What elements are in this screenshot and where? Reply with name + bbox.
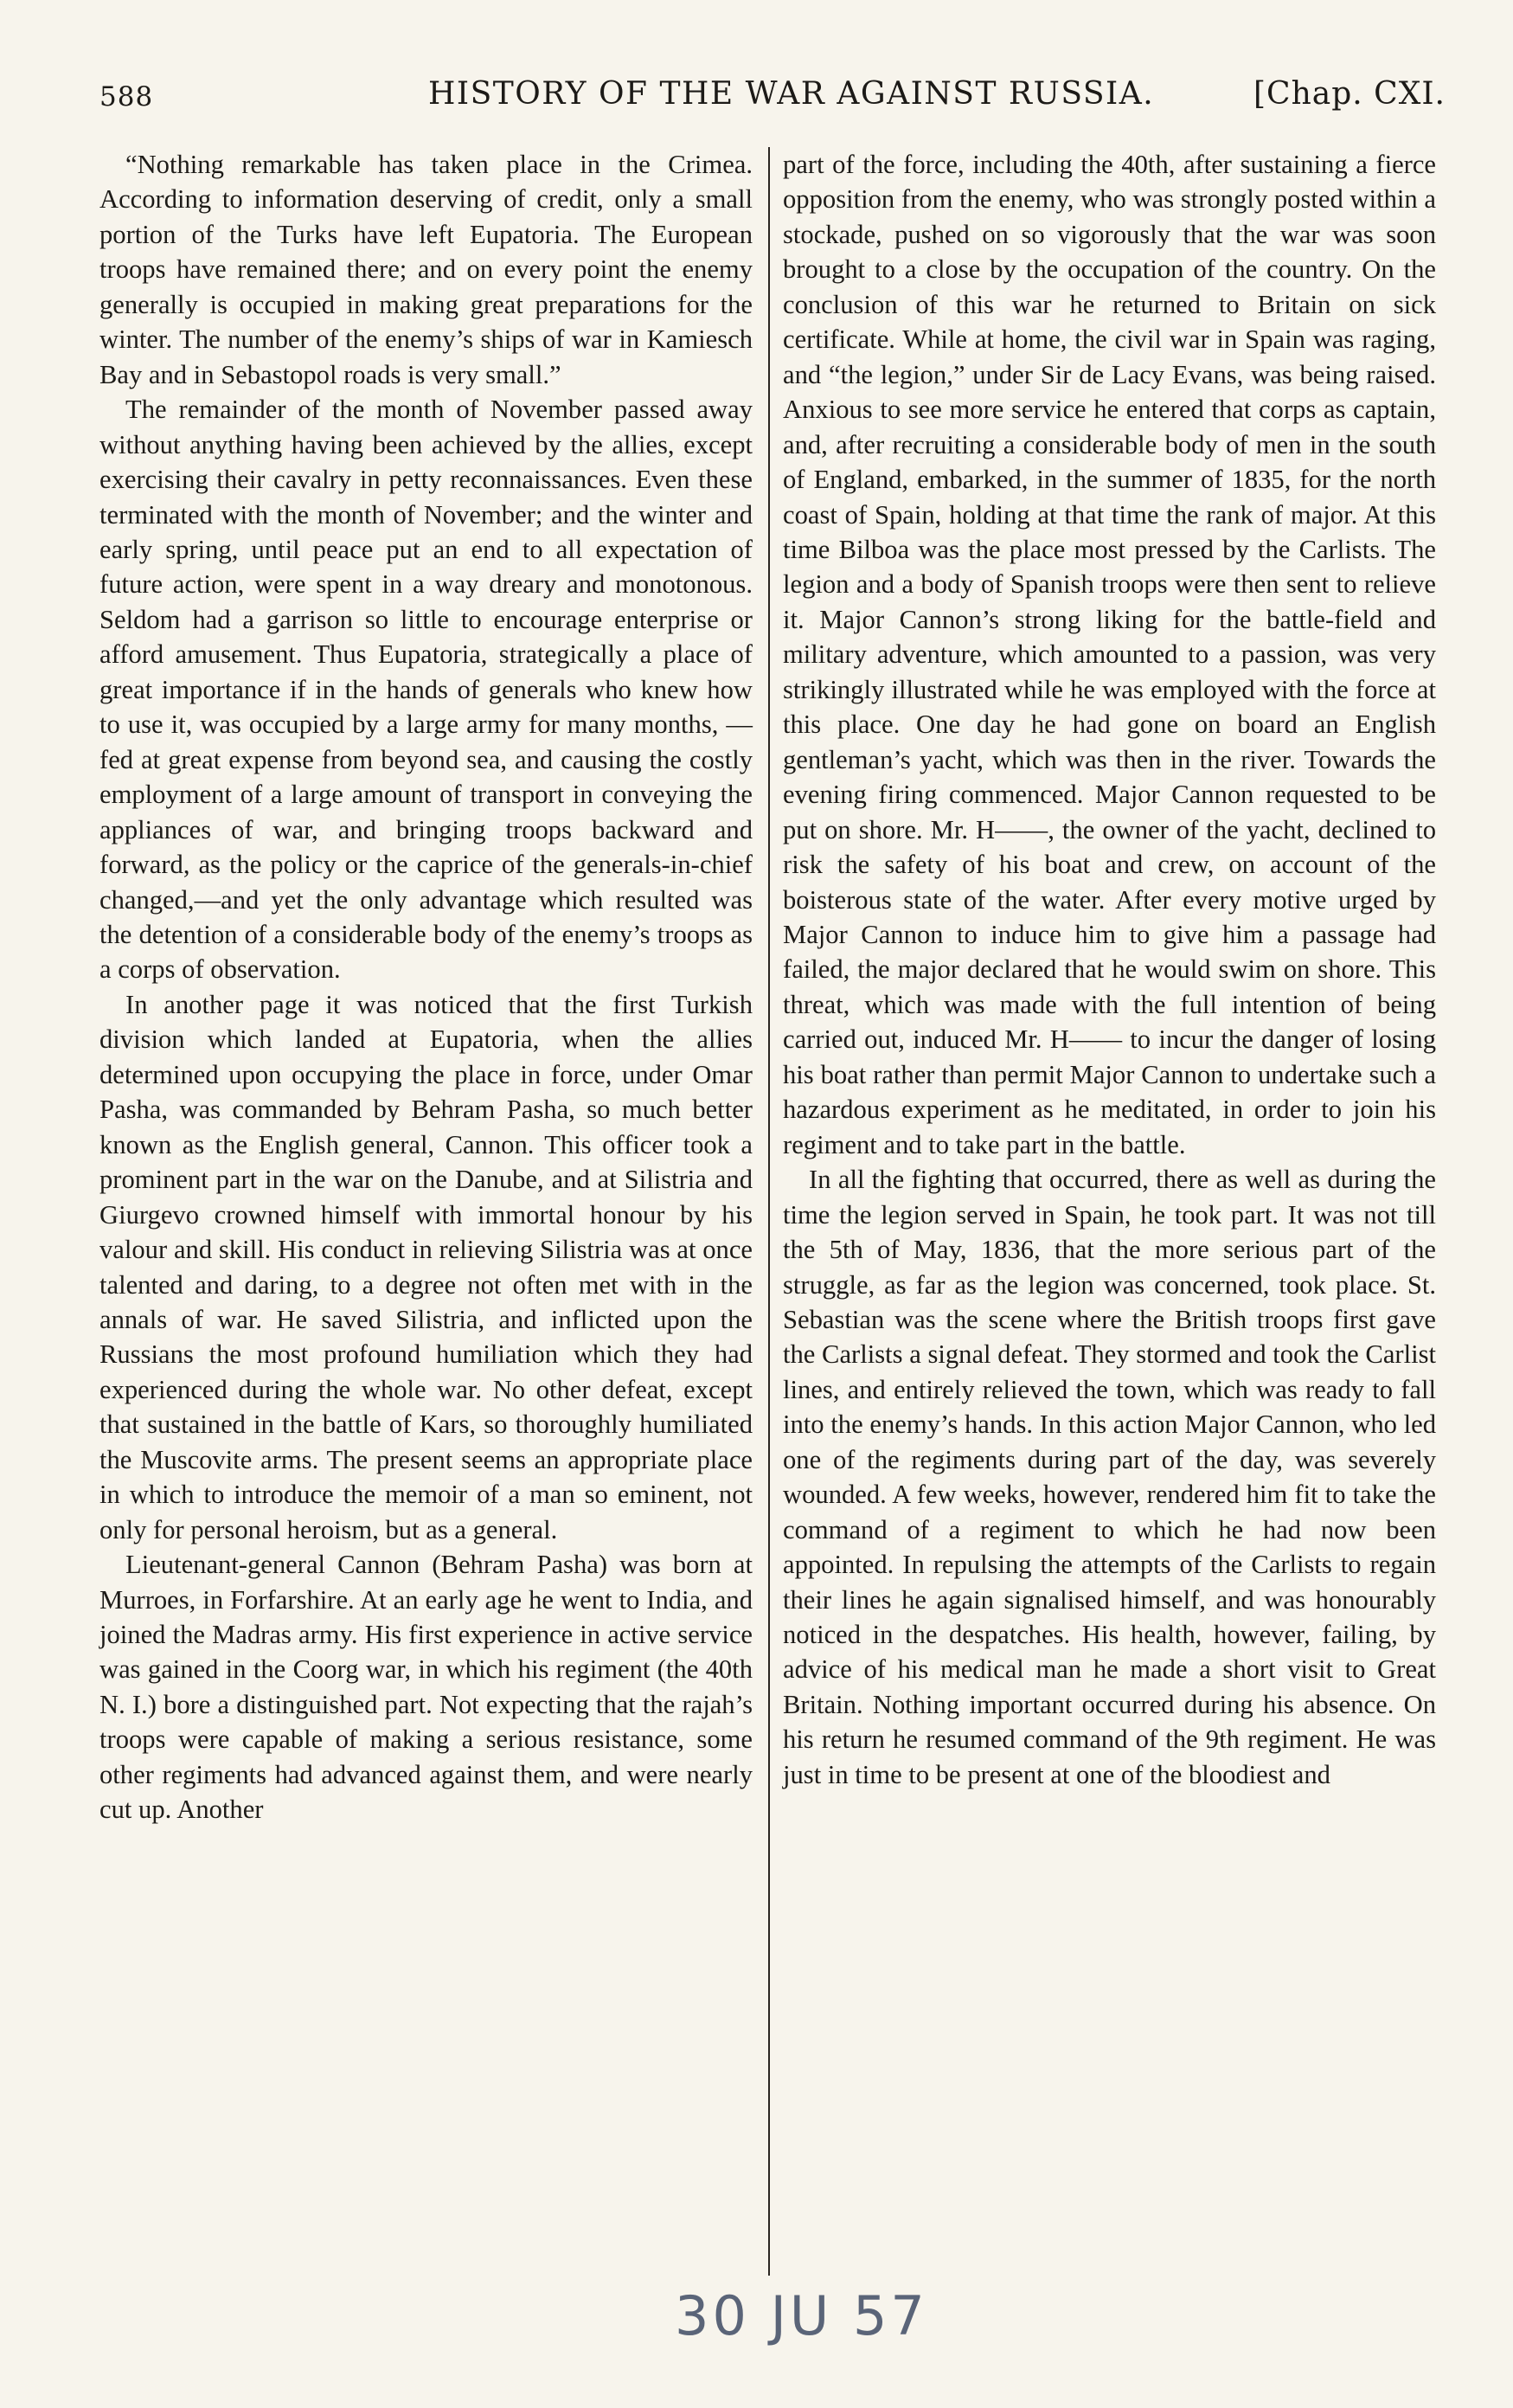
chapter-reference: [Chap. CXI. xyxy=(1253,76,1446,112)
running-title: HISTORY OF THE WAR AGAINST RUSSIA. xyxy=(428,76,1155,112)
paragraph: In another page it was noticed that the first Turkish division which landed at Eupatoria, when the allies determined upon occupying the place in force, under Omar Pasha, was commanded by Behram Pasha, so much better known as the English general, Cannon. This officer took a prominent part in the war on the Danube, and at Silistria and Giurgevo crowned himself with immortal honour by his valour and skill. His conduct in relieving Silistria was at once talented and daring, to a degree not often met with in the annals of war. He saved Silistria, and inflicted upon the Russians the most profound humiliation which they had experienced during the whole war. No other defeat, except that sustained in the battle of Kars, so thoroughly humiliated the Muscovite arms. The present seems an appropriate place in which to introduce the memoir of a man so eminent, not only for personal heroism, but as a general. xyxy=(99,989,753,1544)
left-column xyxy=(99,147,753,1827)
right-column xyxy=(783,147,1436,1792)
paragraph: Lieutenant-general Cannon (Behram Pasha) was born at Murroes, in Forfarshire. At an early age he went to India, and joined the Madras army. His first experience in active service was gained in the Coorg war, in which his regiment (the 40th N. I.) bore a distinguished part. Not expecting that the rajah’s troops were capable of making a serious resistance, some other regiments had advanced against them, and were nearly cut up. Another xyxy=(99,1550,753,1825)
paragraph: part of the force, including the 40th, after sustaining a fierce opposition from the enemy, who was strongly posted within a stockade, pushed on so vigorously that the war was soon brought to a close by the occupation of the country. On the conclusion of this war he returned to Britain on sick certificate. While at home, the civil war in Spain was raging, and “the legion,” under Sir de Lacy Evans, was being raised. Anxious to see more service he entered that corps as captain, and, after recruiting a considerable body of men in the south of England, embarked, in the summer of 1835, for the north coast of Spain, holding at that time the rank of major. At this time Bilboa was the place most pressed by the Carlists. The legion and a body of Spanish troops were then sent to relieve it. Major Cannon’s strong liking for the battle-field and military adventure, which amounted to a passion, was very strikingly illustrated while he was employed with the force at this place. One day he had gone on board an English gentleman’s yacht, which was then in the river. Towards the evening firing commenced. Major Cannon requested to be put on shore. Mr. H——, the owner of the yacht, declined to risk the safety of his boat and crew, on account of the boisterous state of the water. After every motive urged by Major Cannon to induce him to give him a passage had failed, the major declared that he would swim on shore. This threat, which was made with the full intention of being carried out, induced Mr. H—— to incur the danger of losing his boat rather than permit Major Cannon to undertake such a hazardous experiment as he meditated, in order to join his regiment and to take part in the battle. xyxy=(783,150,1436,1159)
paragraph: In all the fighting that occurred, there as well as during the time the legion served in Spain, he took part. It was not till the 5th of May, 1836, that the more serious part of the struggle, as far as the legion was concerned, took place. St. Sebastian was the scene where the British troops first gave the Carlists a signal defeat. They stormed and took the Carlist lines, and entirely relieved the town, which was ready to fall into the enemy’s hands. In this action Major Cannon, who led one of the regiments during part of the day, was severely wounded. A few weeks, however, rendered him fit to take the command of a regiment to which he had now been appointed. In repulsing the attempts of the Carlists to regain their lines he again signalised himself, and was honourably noticed in the despatches. His health, however, failing, by advice of his medical man he made a short visit to Great Britain. Nothing important occurred during his absence. On his return he resumed command of the 9th regiment. He was just in time to be present at one of the bloodiest and xyxy=(783,1165,1436,1789)
page-header xyxy=(99,76,1446,125)
paragraph: “Nothing remarkable has taken place in the Crimea. According to information deserving of credit, only a small portion of the Turks have left Eupatoria. The European troops have remained there; and on every point the enemy generally is occupied in making great preparations for the winter. The number of the enemy’s ships of war in Kamiesch Bay and in Sebastopol roads is very small.” xyxy=(99,150,753,389)
column-divider xyxy=(768,147,770,2276)
page-number: 588 xyxy=(99,81,154,112)
paragraph: The remainder of the month of November passed away without anything having been achieved by the allies, except exercising their cavalry in petty reconnaissances. Even these terminated with the month of November; and the winter and early spring, until peace put an end to all expectation of future action, were spent in a way dreary and monotonous. Seldom had a garrison so little to encourage enterprise or afford amusement. Thus Eupatoria, strategically a place of great importance if in the hands of generals who knew how to use it, was occupied by a large army for many months, —fed at great expense from beyond sea, and causing the costly employment of a large amount of transport in conveying the appliances of war, and bringing troops backward and forward, as the policy or the caprice of the generals-in-chief changed,—and yet the only advantage which resulted was the detention of a considerable body of the enemy’s troops as a corps of observation. xyxy=(99,395,753,985)
library-date-stamp: 30 JU 57 xyxy=(675,2284,928,2347)
